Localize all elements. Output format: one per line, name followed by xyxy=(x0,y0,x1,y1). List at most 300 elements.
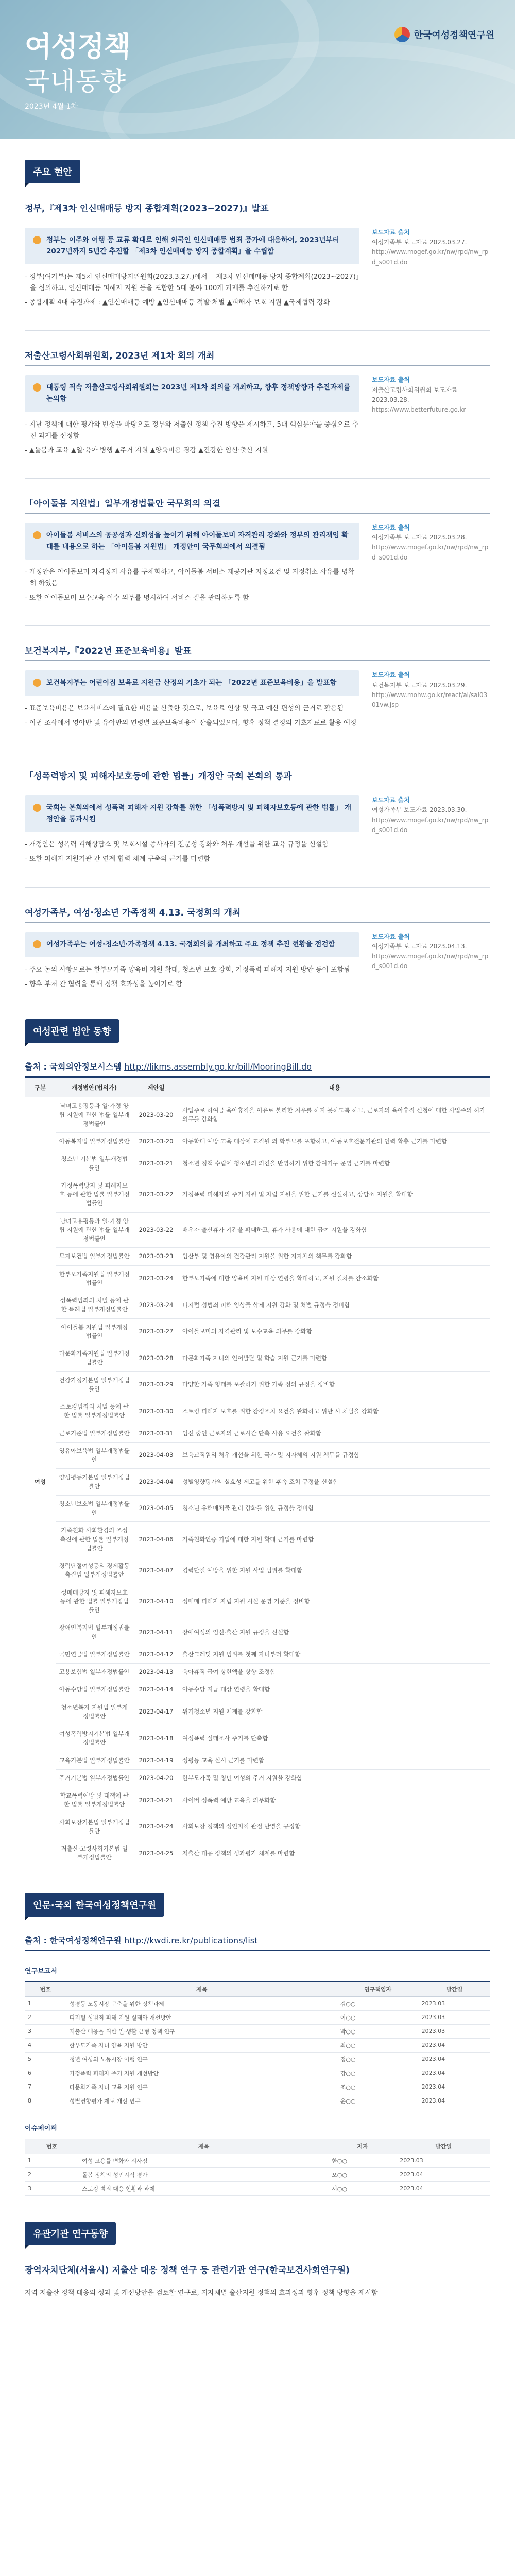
bill-desc: 성평등 교육 실시 근거를 마련함 xyxy=(179,1752,490,1769)
bill-desc: 성별영향평가의 실효성 제고를 위한 후속 조치 규정을 신설함 xyxy=(179,1469,490,1496)
table-row xyxy=(25,1292,490,1319)
bill-date: 2023-03-28 xyxy=(133,1345,179,1372)
bill-date: 2023-04-14 xyxy=(133,1681,179,1699)
issue-label: 2023년 4월 1차 xyxy=(25,103,78,111)
topic-title: 「성폭력방지 및 피해자보호등에 관한 법률」개정안 국회 본회의 통과 xyxy=(25,769,490,786)
research-source xyxy=(25,1930,490,1951)
bill-name[interactable]: 여성폭력방지기본법 일부개정법률안 xyxy=(56,1725,133,1752)
topic-block xyxy=(25,201,490,331)
law-source xyxy=(25,1056,490,1077)
table-cell: 7 xyxy=(25,2080,66,2094)
bill-date: 2023-04-20 xyxy=(133,1769,179,1787)
bullet-item: - 주요 논의 사항으로는 한부모가족 양육비 지원 확대, 청소년 보호 강화, 가정폭력 피해자 지원 방안 등이 포함됨 xyxy=(25,966,350,974)
related-section xyxy=(0,2222,515,2299)
bullet-item: - ▲돌봄과 교육 ▲일·육아 병행 ▲주거 지원 ▲양육비용 경감 ▲건강한 임신·출산 지원 xyxy=(25,446,268,454)
table-cell[interactable]: 저출산 대응을 위한 일·생활 균형 정책 연구 xyxy=(66,2024,337,2038)
bullet-item: - 개정안은 아이돌보미 자격정지 사유를 구체화하고, 아이돌봄 서비스 제공기관 지정요건 및 지정취소 사유를 명확히 하였음 xyxy=(25,568,355,588)
bill-desc: 사회보장 정책의 성인지적 관점 반영을 규정함 xyxy=(179,1814,490,1840)
highlight-text: 보건복지부는 어린이집 보육료 지원금 산정의 기초가 되는 「2022년 표준보육비용」을 발표함 xyxy=(46,679,337,687)
header-banner xyxy=(0,0,515,139)
table-row xyxy=(25,2066,490,2080)
highlight-text: 대통령 직속 저출산고령사회위원회는 2023년 제1차 회의를 개최하고, 향후 정책방향과 추진과제를 논의함 xyxy=(46,383,350,403)
table-row xyxy=(25,1664,490,1681)
bill-name[interactable]: 사회보장기본법 일부개정법률안 xyxy=(56,1814,133,1840)
topic-body xyxy=(25,523,490,607)
table-row xyxy=(25,1318,490,1345)
table-row xyxy=(25,1097,490,1133)
bill-date: 2023-03-20 xyxy=(133,1097,179,1133)
bill-date: 2023-03-24 xyxy=(133,1265,179,1292)
highlight-text: 정부는 이주와 여행 등 교류 확대로 인해 외국인 인신매매등 범죄 증가에 대응하여, 2023년부터 2027년까지 5년간 추진할 「제3차 인신매매등 방지 종합계획」을 수립함 xyxy=(46,236,339,256)
topic-body xyxy=(25,795,490,868)
source-link[interactable]: http://www.mogef.go.kr/nw/rpd/nw_rpd_s001d.do xyxy=(372,952,489,970)
topic-block xyxy=(25,905,490,994)
table-cell: 2 xyxy=(25,2167,79,2181)
table-cell: 2023.04 xyxy=(419,2080,490,2094)
bill-desc: 성매매 피해자 자립 지원 시설 운영 기준을 정비함 xyxy=(179,1584,490,1619)
topic-body xyxy=(25,670,490,732)
topic-bullets xyxy=(25,703,359,729)
divider xyxy=(25,625,490,626)
bill-desc: 아동수당 지급 대상 연령을 확대함 xyxy=(179,1681,490,1699)
table-cell: 2023.04 xyxy=(419,2052,490,2066)
table-row xyxy=(25,1371,490,1398)
bill-desc: 청소년 유해매체물 관리 강화를 위한 규정을 정비함 xyxy=(179,1495,490,1522)
law-source-label: 출처 : 국회의안정보시스템 xyxy=(25,1062,122,1072)
divider xyxy=(25,887,490,888)
section-tag: 주요 현안 xyxy=(25,160,80,183)
bill-desc: 스토킹 피해자 보호를 위한 잠정조치 요건을 완화하고 위반 시 처벌을 강화함 xyxy=(179,1398,490,1425)
source-link[interactable]: https://www.betterfuture.go.kr xyxy=(372,406,466,414)
bill-name[interactable]: 아동수당법 일부개정법률안 xyxy=(56,1681,133,1699)
bill-desc: 육아휴직 급여 상한액을 상향 조정함 xyxy=(179,1664,490,1681)
table-row xyxy=(25,1398,490,1425)
bullet-dot-icon xyxy=(33,383,41,392)
table-row xyxy=(25,2010,490,2024)
table-cell: 4 xyxy=(25,2038,66,2052)
bill-name[interactable]: 저출산·고령사회기본법 일부개정법률안 xyxy=(56,1840,133,1867)
bill-name[interactable]: 양성평등기본법 일부개정법률안 xyxy=(56,1469,133,1496)
bullet-item: - 표준보육비용은 보육서비스에 필요한 비용을 산출한 것으로, 보육료 인상 및 국고 예산 편성의 근거로 활용됨 xyxy=(25,705,344,713)
bill-desc: 여성폭력 실태조사 주기를 단축함 xyxy=(179,1725,490,1752)
bill-date: 2023-04-07 xyxy=(133,1557,179,1584)
table-row xyxy=(25,1265,490,1292)
table-row xyxy=(25,1248,490,1265)
bill-date: 2023-04-17 xyxy=(133,1699,179,1725)
bill-date: 2023-04-05 xyxy=(133,1495,179,1522)
table-cell: 윤○○ xyxy=(337,2094,419,2108)
bullet-dot-icon xyxy=(33,236,41,244)
topic-highlight xyxy=(25,523,359,560)
bill-date: 2023-03-22 xyxy=(133,1177,179,1212)
bill-date: 2023-04-19 xyxy=(133,1752,179,1769)
research-table xyxy=(25,1981,490,2108)
bill-date: 2023-03-21 xyxy=(133,1150,179,1177)
bill-name[interactable]: 청소년복지 지원법 일부개정법률안 xyxy=(56,1699,133,1725)
bill-date: 2023-04-03 xyxy=(133,1442,179,1469)
issue-table xyxy=(25,2139,490,2196)
table-cell: 2023.04 xyxy=(397,2167,490,2181)
bill-name[interactable]: 성폭력범죄의 처벌 등에 관한 특례법 일부개정법률안 xyxy=(56,1292,133,1319)
topic-source xyxy=(372,375,490,459)
bill-name[interactable]: 가족친화 사회환경의 조성 촉진에 관한 법률 일부개정법률안 xyxy=(56,1522,133,1557)
source-text: 저출산고령사회위원회 보도자료 2023.03.28. xyxy=(372,386,458,403)
bill-date: 2023-04-11 xyxy=(133,1619,179,1646)
table-cell: 3 xyxy=(25,2181,79,2195)
bill-date: 2023-03-31 xyxy=(133,1425,179,1442)
highlight-text: 국회는 본회의에서 성폭력 피해자 지원 강화를 위한 「성폭력방지 및 피해자보호등에 관한 법률」 개정안을 통과시킴 xyxy=(46,804,351,823)
topic-main xyxy=(25,670,359,732)
table-row xyxy=(25,2038,490,2052)
topic-block xyxy=(25,496,490,626)
bill-name[interactable]: 영유아보육법 일부개정법률안 xyxy=(56,1442,133,1469)
topic-bullets xyxy=(25,964,359,990)
bill-name[interactable]: 고용보험법 일부개정법률안 xyxy=(56,1664,133,1681)
bill-desc: 아동학대 예방 교육 대상에 교직원 외 학부모를 포함하고, 아동보호전문기관의 인력 확충 근거를 마련함 xyxy=(179,1133,490,1150)
topic-main xyxy=(25,375,359,459)
bill-date: 2023-03-22 xyxy=(133,1212,179,1248)
table-row xyxy=(25,1769,490,1787)
law-table xyxy=(25,1077,490,1867)
topic-bullets xyxy=(25,839,359,865)
table-row xyxy=(25,1787,490,1814)
bill-desc: 위기청소년 지원 체계를 강화함 xyxy=(179,1699,490,1725)
table-cell: 최○○ xyxy=(337,2038,419,2052)
source-label: 보도자료 출처 xyxy=(372,229,410,236)
table-row xyxy=(25,1996,490,2010)
table-row xyxy=(25,2024,490,2038)
table-cell: 오○○ xyxy=(329,2167,397,2181)
bill-desc: 한부모가족에 대한 양육비 지원 대상 연령을 확대하고, 지원 절차를 간소화함 xyxy=(179,1265,490,1292)
source-text: 여성가족부 보도자료 2023.03.30. xyxy=(372,806,467,814)
section-tag: 인문·국외 한국여성정책연구원 xyxy=(25,1893,164,1917)
source-label: 보도자료 출처 xyxy=(372,671,410,679)
table-cell: 1 xyxy=(25,2154,79,2167)
topic-bullets xyxy=(25,272,359,309)
table-cell[interactable]: 디지털 성범죄 피해 지원 실태와 개선방안 xyxy=(66,2010,337,2024)
research-section xyxy=(0,1893,515,2196)
bill-desc: 저출산 대응 정책의 성과평가 체계를 마련함 xyxy=(179,1840,490,1867)
table-cell[interactable]: 한부모가족 자녀 양육 지원 방안 xyxy=(66,2038,337,2052)
column-header: 번호 xyxy=(25,1981,66,1996)
table-row xyxy=(25,2167,490,2181)
bill-name[interactable]: 청소년 기본법 일부개정법률안 xyxy=(56,1150,133,1177)
bill-date: 2023-04-12 xyxy=(133,1646,179,1663)
table-row xyxy=(25,1814,490,1840)
topic-source xyxy=(372,932,490,994)
bullet-item: - 또한 아이돌보미 보수교육 이수 의무를 명시하여 서비스 질을 관리하도록 함 xyxy=(25,594,249,602)
table-row xyxy=(25,1469,490,1496)
table-cell: 서○○ xyxy=(329,2181,397,2195)
topic-main xyxy=(25,523,359,607)
table-cell: 2023.04 xyxy=(397,2181,490,2195)
table-row xyxy=(25,1425,490,1442)
table-cell: 2023.04 xyxy=(419,2038,490,2052)
section-tag: 유관기관 연구동향 xyxy=(25,2222,116,2245)
source-text: 여성가족부 보도자료 2023.03.28. xyxy=(372,534,467,541)
bill-name[interactable]: 건강가정기본법 일부개정법률안 xyxy=(56,1371,133,1398)
bill-name[interactable]: 아동복지법 일부개정법률안 xyxy=(56,1133,133,1150)
bill-date: 2023-03-27 xyxy=(133,1318,179,1345)
source-link[interactable]: http://www.mohw.go.kr/react/al/sal0301vw.jsp xyxy=(372,691,488,708)
bill-date: 2023-04-10 xyxy=(133,1584,179,1619)
bill-desc: 다양한 가족 형태를 포괄하기 위한 가족 정의 규정을 정비함 xyxy=(179,1371,490,1398)
table-row xyxy=(25,1840,490,1867)
topic-block xyxy=(25,348,490,478)
topic-block xyxy=(25,643,490,751)
bullet-dot-icon xyxy=(33,531,41,539)
table-cell: 2023.03 xyxy=(419,2010,490,2024)
table-cell[interactable]: 돌봄 정책의 성인지적 평가 xyxy=(79,2167,329,2181)
bill-name[interactable]: 학교폭력예방 및 대책에 관한 법률 일부개정법률안 xyxy=(56,1787,133,1814)
column-header: 제목 xyxy=(79,2139,329,2154)
table-row xyxy=(25,2094,490,2108)
topic-title: 「아이돌봄 지원법」일부개정법률안 국무회의 의결 xyxy=(25,496,490,514)
table-row xyxy=(25,1133,490,1150)
related-title: 광역자치단체(서울시) 저출산 대응 정책 연구 등 관련기관 연구(한국보건사회연구원) xyxy=(25,2263,490,2280)
divider xyxy=(25,330,490,331)
bill-name[interactable]: 국민연금법 일부개정법률안 xyxy=(56,1646,133,1663)
table-row xyxy=(25,1522,490,1557)
table-row xyxy=(25,1212,490,1248)
bill-name[interactable]: 장애인복지법 일부개정법률안 xyxy=(56,1619,133,1646)
header-subtitle: 국내동향 xyxy=(25,66,127,96)
bill-desc: 사이버 성폭력 예방 교육을 의무화함 xyxy=(179,1787,490,1814)
table-cell: 강○○ xyxy=(337,2066,419,2080)
research-source-link[interactable]: http://kwdi.re.kr/publications/list xyxy=(124,1935,258,1945)
topic-highlight xyxy=(25,375,359,412)
topic-title: 저출산고령사회위원회, 2023년 제1차 회의 개최 xyxy=(25,348,490,366)
bill-name[interactable]: 다문화가족지원법 일부개정법률안 xyxy=(56,1345,133,1372)
table-row xyxy=(25,2080,490,2094)
source-link[interactable]: http://www.mogef.go.kr/nw/rpd/nw_rpd_s001d.do xyxy=(372,544,489,561)
table-row xyxy=(25,1584,490,1619)
bill-desc: 가정폭력 피해자의 주거 지원 및 자립 지원을 위한 근거를 신설하고, 상담소 지원을 확대함 xyxy=(179,1177,490,1212)
bill-name[interactable]: 주거기본법 일부개정법률안 xyxy=(56,1769,133,1787)
highlight-text: 여성가족부는 여성·청소년·가족정책 4.13. 국정회의를 개최하고 주요 정책 추진 현황을 점검함 xyxy=(46,940,335,948)
bill-name[interactable]: 경력단절여성등의 경제활동 촉진법 일부개정법률안 xyxy=(56,1557,133,1584)
bill-desc: 디지털 성범죄 피해 영상물 삭제 지원 강화 및 처벌 규정을 정비함 xyxy=(179,1292,490,1319)
bullet-dot-icon xyxy=(33,940,41,948)
table-cell[interactable]: 여성 고용률 변화와 시사점 xyxy=(79,2154,329,2167)
topic-title: 정부,『제3차 인신매매등 방지 종합계획(2023~2027)』발표 xyxy=(25,201,490,218)
source-label: 보도자료 출처 xyxy=(372,796,410,804)
related-text: 지역 저출산 정책 대응의 성과 및 개선방안을 검토한 연구로, 지자체별 출산지원 정책의 효과성과 향후 정책 방향을 제시함 xyxy=(25,2289,378,2297)
logo-mark-icon xyxy=(394,27,410,42)
table-cell: 5 xyxy=(25,2052,66,2066)
law-section xyxy=(0,1019,515,1867)
topic-bullets xyxy=(25,419,359,456)
table-cell[interactable]: 스토킹 범죄 대응 현황과 과제 xyxy=(79,2181,329,2195)
column-header: 발간일 xyxy=(397,2139,490,2154)
bullet-item: - 개정안은 성폭력 피해상담소 및 보호시설 종사자의 전문성 강화와 처우 개선을 위한 교육 규정을 신설함 xyxy=(25,841,329,849)
bullet-item: - 또한 피해자 지원기관 간 연계 협력 체계 구축의 근거를 마련함 xyxy=(25,855,210,863)
table-cell: 3 xyxy=(25,2024,66,2038)
column-header: 구분 xyxy=(25,1078,56,1097)
column-header: 제목 xyxy=(66,1981,337,1996)
org-logo[interactable] xyxy=(394,27,495,42)
table-row xyxy=(25,1752,490,1769)
bill-desc: 한부모가족 및 청년 여성의 주거 지원을 강화함 xyxy=(179,1769,490,1787)
bill-date: 2023-03-23 xyxy=(133,1248,179,1265)
topic-highlight xyxy=(25,932,359,958)
table-cell: 2023.03 xyxy=(419,2024,490,2038)
topics-list xyxy=(25,201,490,993)
bullet-item: - 종합계획 4대 추진과제 : ▲인신매매등 예방 ▲인신매매등 적발·처벌 ▲피해자 보호 지원 ▲국제협력 강화 xyxy=(25,299,330,307)
bill-name[interactable]: 한부모가족지원법 일부개정법률안 xyxy=(56,1265,133,1292)
topic-body xyxy=(25,375,490,459)
law-source-link[interactable]: http://likms.assembly.go.kr/bill/MooringBill.do xyxy=(124,1062,312,1072)
table-cell: 이○○ xyxy=(337,2010,419,2024)
source-text: 여성가족부 보도자료 2023.04.13. xyxy=(372,942,467,950)
topic-title: 여성가족부, 여성·청소년 가족정책 4.13. 국정회의 개최 xyxy=(25,905,490,923)
header-title: 여성정책 xyxy=(25,30,130,63)
bill-name[interactable]: 남녀고용평등과 일·가정 양립 지원에 관한 법률 일부개정법률안 xyxy=(56,1097,133,1133)
table-cell: 2023.03 xyxy=(419,1996,490,2010)
bill-date: 2023-04-25 xyxy=(133,1840,179,1867)
category-cell: 여성 xyxy=(25,1097,56,1867)
topic-body xyxy=(25,932,490,994)
table-row xyxy=(25,1725,490,1752)
table-row xyxy=(25,1442,490,1469)
bill-date: 2023-04-06 xyxy=(133,1522,179,1557)
table-cell: 2023.03 xyxy=(397,2154,490,2167)
bill-date: 2023-03-30 xyxy=(133,1398,179,1425)
issue-table-caption: 이슈페이퍼 xyxy=(25,2124,57,2132)
bill-desc: 청소년 정책 수립에 청소년의 의견을 반영하기 위한 참여기구 운영 근거를 마련함 xyxy=(179,1150,490,1177)
topic-highlight xyxy=(25,228,359,264)
source-label: 보도자료 출처 xyxy=(372,933,410,940)
bill-name[interactable]: 가정폭력방지 및 피해자보호 등에 관한 법률 일부개정법률안 xyxy=(56,1177,133,1212)
bill-date: 2023-04-04 xyxy=(133,1469,179,1496)
topic-source xyxy=(372,228,490,312)
topic-highlight xyxy=(25,795,359,832)
table-cell: 8 xyxy=(25,2094,66,2108)
bullet-item: - 이번 조사에서 영아반 및 유아반의 연령별 표준보육비용이 산출되었으며, 향후 정책 결정의 기초자료로 활용 예정 xyxy=(25,719,357,727)
bullet-item: - 지난 정책에 대한 평가와 반성을 바탕으로 정부와 저출산 정책 추진 방향을 제시하고, 5대 핵심분야를 중심으로 추진 과제를 선정함 xyxy=(25,420,359,440)
topic-source xyxy=(372,670,490,732)
table-cell: 박○○ xyxy=(337,2024,419,2038)
bill-name[interactable]: 아이돌봄 지원법 일부개정법률안 xyxy=(56,1318,133,1345)
table-cell[interactable]: 성별영향평가 제도 개선 연구 xyxy=(66,2094,337,2108)
table-row xyxy=(25,1177,490,1212)
bill-date: 2023-04-21 xyxy=(133,1787,179,1814)
table-cell: 2023.04 xyxy=(419,2094,490,2108)
bullet-item: - 향후 부처 간 협력을 통해 정책 효과성을 높이기로 함 xyxy=(25,980,182,989)
table-cell[interactable]: 청년 여성의 노동시장 이행 연구 xyxy=(66,2052,337,2066)
topic-source xyxy=(372,523,490,607)
table-row xyxy=(25,1681,490,1699)
column-header: 제안일 xyxy=(133,1078,179,1097)
table-row xyxy=(25,1345,490,1372)
bill-date: 2023-03-24 xyxy=(133,1292,179,1319)
table-row xyxy=(25,1495,490,1522)
research-source-label: 출처 : 한국여성정책연구원 xyxy=(25,1935,122,1945)
topic-main xyxy=(25,228,359,312)
topic-highlight xyxy=(25,670,359,696)
bill-desc: 보육교직원의 처우 개선을 위한 국가 및 지자체의 지원 책무를 규정함 xyxy=(179,1442,490,1469)
table-cell: 2023.04 xyxy=(419,2066,490,2080)
table-cell: 한○○ xyxy=(329,2154,397,2167)
divider xyxy=(25,478,490,479)
bill-date: 2023-04-13 xyxy=(133,1664,179,1681)
news-section xyxy=(0,160,515,993)
source-link[interactable]: http://www.mogef.go.kr/nw/rpd/nw_rpd_s001d.do xyxy=(372,816,489,834)
table-row xyxy=(25,1646,490,1663)
source-label: 보도자료 출처 xyxy=(372,376,410,384)
topic-body xyxy=(25,228,490,312)
column-header: 저자 xyxy=(329,2139,397,2154)
bill-name[interactable]: 교육기본법 일부개정법률안 xyxy=(56,1752,133,1769)
bill-name[interactable]: 성매매방지 및 피해자보호 등에 관한 법률 일부개정법률안 xyxy=(56,1584,133,1619)
bill-name[interactable]: 모자보건법 일부개정법률안 xyxy=(56,1248,133,1265)
column-header: 내용 xyxy=(179,1078,490,1097)
table-row xyxy=(25,2154,490,2167)
bill-date: 2023-03-20 xyxy=(133,1133,179,1150)
bullet-dot-icon xyxy=(33,679,41,687)
topic-title: 보건복지부,『2022년 표준보육비용』발표 xyxy=(25,643,490,661)
bill-desc: 경력단절 예방을 위한 지원 사업 범위를 확대함 xyxy=(179,1557,490,1584)
topic-source xyxy=(372,795,490,868)
bill-desc: 배우자 출산휴가 기간을 확대하고, 휴가 사용에 대한 급여 지원을 강화함 xyxy=(179,1212,490,1248)
table-cell: 조○○ xyxy=(337,2080,419,2094)
source-label: 보도자료 출처 xyxy=(372,523,410,531)
table-cell: 정○○ xyxy=(337,2052,419,2066)
bill-desc: 장애여성의 임신·출산 지원 규정을 신설함 xyxy=(179,1619,490,1646)
topic-main xyxy=(25,795,359,868)
bill-name[interactable]: 청소년보호법 일부개정법률안 xyxy=(56,1495,133,1522)
source-text: 여성가족부 보도자료 2023.03.27. xyxy=(372,239,467,246)
table-cell[interactable]: 다문화가족 자녀 교육 지원 연구 xyxy=(66,2080,337,2094)
bill-desc: 임산부 및 영유아의 건강관리 지원을 위한 지자체의 책무를 강화함 xyxy=(179,1248,490,1265)
bill-desc: 출산크레딧 지원 범위를 첫째 자녀부터 확대함 xyxy=(179,1646,490,1663)
table-cell: 6 xyxy=(25,2066,66,2080)
table-cell: 1 xyxy=(25,1996,66,2010)
table-row xyxy=(25,1150,490,1177)
table-cell: 2 xyxy=(25,2010,66,2024)
bullet-item: - 정부(여가부)는 제5차 인신매매방지위원회(2023.3.27.)에서 「제3차 인신매매등 방지 종합계획(2023~2027)」을 심의하고, 인신매매등 피해자 지원 등을 포함한 5대 분야 100개 과제를 추진하기로 함 xyxy=(25,273,359,293)
column-header: 연구책임자 xyxy=(337,1981,419,1996)
topic-block xyxy=(25,769,490,887)
bill-desc: 다문화가족 자녀의 언어발달 및 학습 지원 근거를 마련함 xyxy=(179,1345,490,1372)
org-name: 한국여성정책연구원 xyxy=(414,30,494,41)
bill-desc: 아이돌보미의 자격관리 및 보수교육 의무를 강화함 xyxy=(179,1318,490,1345)
table-row xyxy=(25,2181,490,2195)
bill-desc: 임신 중인 근로자의 근로시간 단축 사용 요건을 완화함 xyxy=(179,1425,490,1442)
table-row xyxy=(25,1619,490,1646)
table-row xyxy=(25,1557,490,1584)
table-row xyxy=(25,1699,490,1725)
bill-name[interactable]: 스토킹범죄의 처벌 등에 관한 법률 일부개정법률안 xyxy=(56,1398,133,1425)
research-table-caption: 연구보고서 xyxy=(25,1967,57,1975)
topic-main xyxy=(25,932,359,994)
bill-date: 2023-04-18 xyxy=(133,1725,179,1752)
table-cell[interactable]: 성평등 노동시장 구축을 위한 정책과제 xyxy=(66,1996,337,2010)
table-cell[interactable]: 가정폭력 피해자 주거 지원 개선방안 xyxy=(66,2066,337,2080)
source-text: 보건복지부 보도자료 2023.03.29. xyxy=(372,681,467,689)
bill-name[interactable]: 남녀고용평등과 일·가정 양립 지원에 관한 법률 일부개정법률안 xyxy=(56,1212,133,1248)
bill-date: 2023-03-29 xyxy=(133,1371,179,1398)
bill-desc: 사업주로 하여금 육아휴직을 이유로 불리한 처우를 하지 못하도록 하고, 근로자의 육아휴직 신청에 대한 사업주의 허가 의무를 강화함 xyxy=(179,1097,490,1133)
bill-date: 2023-04-24 xyxy=(133,1814,179,1840)
table-row xyxy=(25,2052,490,2066)
bill-name[interactable]: 근로기준법 일부개정법률안 xyxy=(56,1425,133,1442)
bill-desc: 가족친화인증 기업에 대한 지원 확대 근거를 마련함 xyxy=(179,1522,490,1557)
topic-bullets xyxy=(25,567,359,604)
section-tag: 여성관련 법안 동향 xyxy=(25,1019,119,1043)
column-header: 개정법안(법의가) xyxy=(56,1078,133,1097)
source-link[interactable]: http://www.mogef.go.kr/nw/rpd/nw_rpd_s001d.do xyxy=(372,248,489,266)
